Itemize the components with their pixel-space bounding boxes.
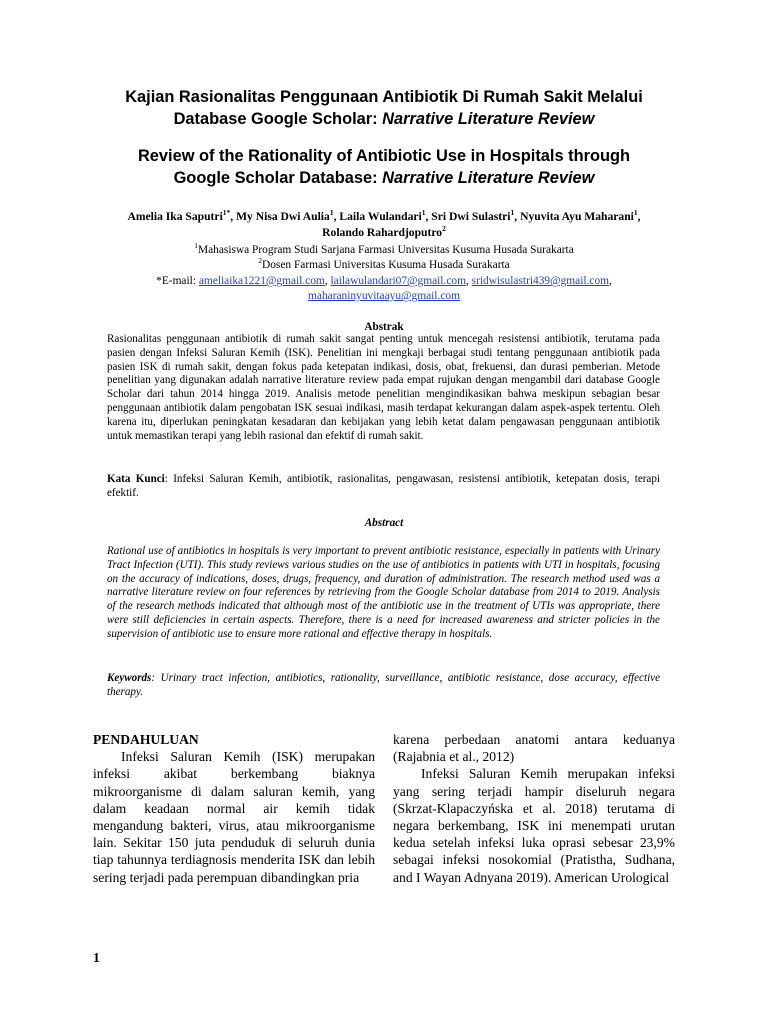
affiliation-2: $^2$Dosen Farmasi Universitas Kusuma Husada Surakarta xyxy=(258,256,510,271)
title-english-line-2 xyxy=(80,167,688,189)
title-indonesian-line-1: Kajian Rasionalitas Penggunaan Antibiotik Di Rumah Sakit Melalui xyxy=(125,88,643,106)
affiliation-1: $^1$Mahasiswa Program Studi Sarjana Farmasi Universitas Kusuma Husada Surakarta xyxy=(194,241,574,256)
author: Rolando Rahardjoputro$^2$ xyxy=(322,224,446,239)
title-indonesian-line-2-plain: Database Google Scholar: xyxy=(173,110,383,128)
keywords-label: Keywords xyxy=(107,672,152,684)
section-heading: PENDAHULUAN xyxy=(93,732,199,747)
author: Nyuvita Ayu Maharani$^1$, xyxy=(520,208,641,223)
title-indonesian-line-2-italic: Narrative Literature Review xyxy=(382,110,595,128)
title-english-line-2-italic: Narrative Literature Review xyxy=(382,169,595,187)
author: My Nisa Dwi Aulia$^1$, xyxy=(236,208,340,223)
email-list: *E-mail: ameliaika1221@gmail.com, lailawulandari07@gmail.com, sridwisulastri439@gmail.com, maharaninyuvitaayu@gmail.com xyxy=(156,275,612,302)
body-column-left xyxy=(93,731,375,886)
abstract-heading: Abstract xyxy=(364,517,404,529)
kata-kunci-label: Kata Kunci xyxy=(107,473,165,485)
body-paragraph-continuation: karena perbedaan anatomi antara keduanya (Rajabnia et al., 2012) xyxy=(393,732,675,765)
kata-kunci xyxy=(107,473,660,501)
body-paragraph: Infeksi Saluran Kemih merupakan infeksi yang sering terjadi hampir diseluruh negara (Skrzat-Klapaczyńska et al. 2018) terutama di negara berkembang, ISK ini menempati urutan kedua setelah infeksi luka oprasi sebesar 23,9% sebagai infeksi nosokomial (Pratistha, Sudhana, and I Wayan Adnyana 2019). American Urological xyxy=(393,766,675,885)
abstrak-heading: Abstrak xyxy=(364,321,404,333)
email-link[interactable]: ameliaika1221@gmail.com xyxy=(198,275,325,287)
title-indonesian-line-2 xyxy=(80,108,688,130)
body-paragraph: Infeksi Saluran Kemih (ISK) merupakan infeksi akibat berkembang biaknya mikroorganisme di dalam saluran kemih, yang dalam keadaan normal air kemih tidak mengandung bakteri, virus, atau mikroorganisme lain. Sekitar 150 juta penduduk di seluruh dunia tiap tahunnya terdiagnosis menderita ISK dan lebih sering terjadi pada perempuan dibandingkan pria xyxy=(93,749,375,885)
keywords xyxy=(107,672,660,700)
title-english-line-2-plain: Google Scholar Database: xyxy=(173,169,383,187)
author: Amelia Ika Saputri$^{1*}$, xyxy=(127,208,237,223)
body-column-right xyxy=(393,731,675,886)
title-english-line-1: Review of the Rationality of Antibiotic Use in Hospitals through xyxy=(137,147,631,165)
email-link[interactable]: lailawulandari07@gmail.com xyxy=(330,275,466,287)
page-number: 1 xyxy=(93,950,100,965)
kata-kunci-text: : Infeksi Saluran Kemih, antibiotik, rasionalitas, pengawasan, resistensi antibiotik, ketepatan dosis, terapi efektif. xyxy=(107,473,660,499)
author: Sri Dwi Sulastri$^1$, xyxy=(431,208,521,223)
title-indonesian xyxy=(80,86,688,130)
author: Laila Wulandari$^1$, xyxy=(339,208,432,223)
keywords-text: : Urinary tract infection, antibiotics, rationality, surveillance, antibiotic resistance, dose accuracy, effective therapy. xyxy=(107,672,660,698)
author-list xyxy=(80,209,688,241)
title-english xyxy=(80,145,688,189)
abstrak-text: Rasionalitas penggunaan antibiotik di rumah sakit sangat penting untuk mencegah resistensi antibiotik, terutama pada pasien dengan Infeksi Saluran Kemih (ISK). Penelitian ini mengkaji berbagai studi tentang penggunaan antibiotik pada pasien ISK di rumah sakit, dengan fokus pada ketepatan indikasi, dosis, obat, frekuensi, dan durasi pemberian. Metode penelitian yang digunakan adalah narrative literature review pada empat rujukan dengan mengambil dari database Google Scholar dari tahun 2014 hingga 2019. Analisis metode penelitian mengindikasikan bahwa meskipun sebagian besar penggunaan antibiotik dalam pengobatan ISK sesuai indikasi, masih terdapat kekurangan dalam aspek-aspek tertentu. Oleh karena itu, diperlukan peningkatan kesadaran dan kebijakan yang lebih ketat dalam pengawasan penggunaan antibiotik untuk memastikan terapi yang lebih rasional dan efektif di rumah sakit. xyxy=(107,333,660,442)
email-label: *E-mail: xyxy=(156,275,199,287)
email-link[interactable]: sridwisulastri439@gmail.com xyxy=(471,275,609,287)
email-link[interactable]: maharaninyuvitaayu@gmail.com xyxy=(308,290,460,302)
abstract-text: Rational use of antibiotics in hospitals is very important to prevent antibiotic resistance, especially in patients with Urinary Tract Infection (UTI). This study reviews various studies on the use of antibiotics in patients with UTI in hospitals, focusing on the accuracy of indications, doses, drugs, frequency, and duration of administration. The research method used was a narrative literature review on four references by retrieving from the Google Scholar database from 2014 to 2019. Analysis of the research methods indicated that although most of the antibiotic use in the treatment of UTIs was appropriate, there were still deficiencies in certain aspects. Therefore, there is a need for increased awareness and stricter policies in the supervision of antibiotic use to ensure more rational and effective therapy in hospitals. xyxy=(107,545,660,640)
